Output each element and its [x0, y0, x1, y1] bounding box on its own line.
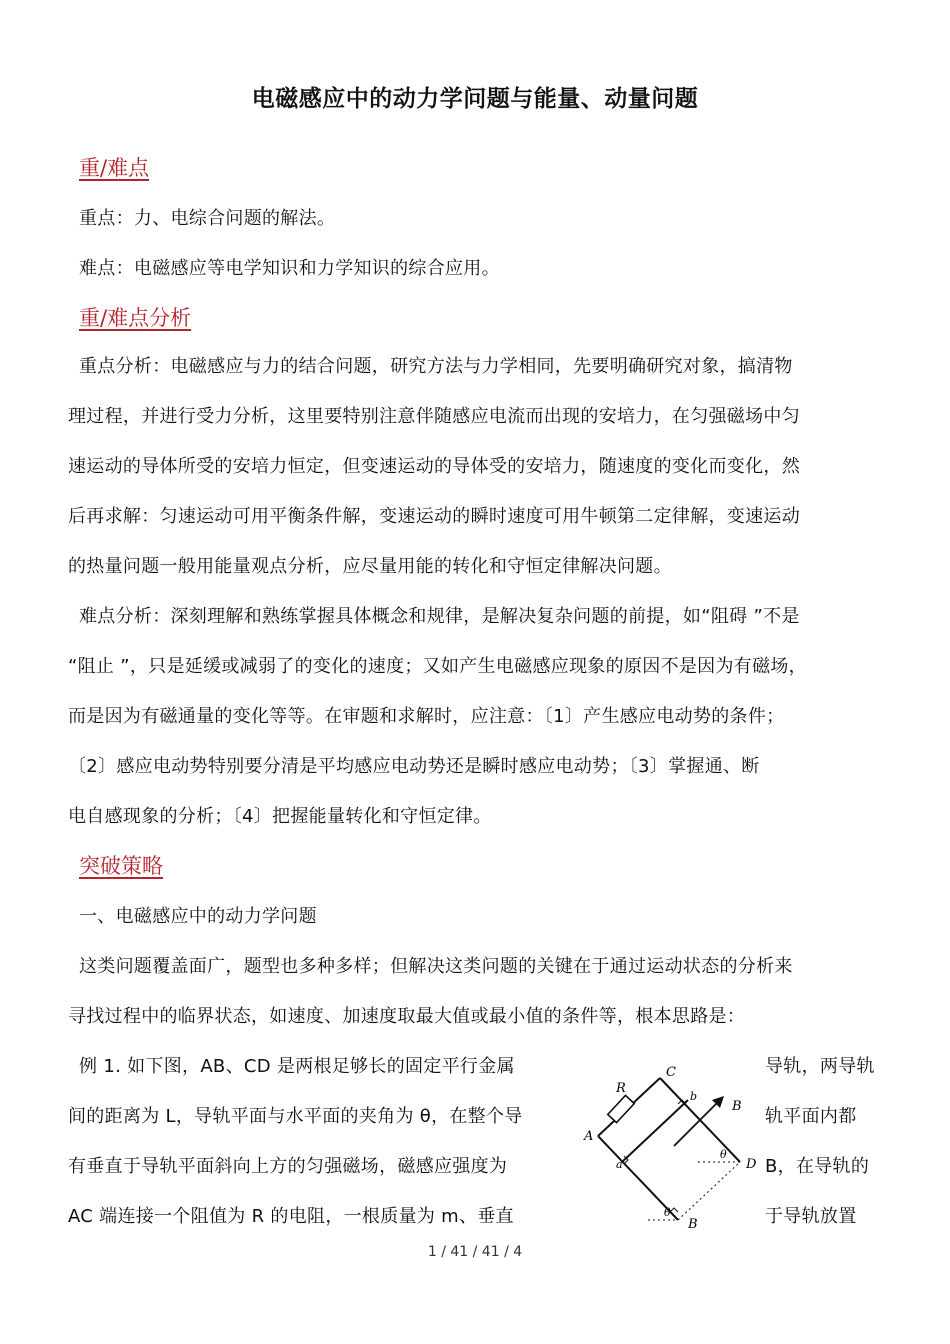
analysis-line: 重点分析：电磁感应与力的结合问题，研究方法与力学相同，先要明确研究对象，搞清物: [79, 356, 793, 377]
rail-diagram: [578, 1058, 768, 1236]
key-points-heading: 重/难点: [79, 156, 150, 180]
right-angle-mark-bottom: [670, 1208, 678, 1212]
analysis-line: 速运动的导体所受的安培力恒定，但变速运动的导体受的安培力，随速度的变化而变化，然: [68, 456, 800, 477]
example-line: 有垂直于导轨平面斜向上方的匀强磁场，磁感应强度为: [68, 1156, 508, 1177]
key-point-text: 重点：力、电综合问题的解法。: [79, 208, 336, 229]
analysis-line: 难点分析：深刻理解和熟练掌握具体概念和规律，是解决复杂问题的前提，如“阻碍 ”不是: [79, 606, 800, 627]
example-line-right: B，在导轨的: [765, 1156, 870, 1177]
label-a-lower: a: [616, 1158, 623, 1171]
example-line: AC 端连接一个阻值为 R 的电阻，一根质量为 m、垂直: [68, 1206, 514, 1227]
analysis-line: 〔2〕感应电动势特别要分清是平均感应电动势还是瞬时感应电动势；〔3〕掌握通、断: [68, 756, 760, 777]
label-r: R: [616, 1081, 626, 1096]
intro-line: 寻找过程中的临界状态，如速度、加速度取最大值或最小值的条件等，根本思路是：: [68, 1006, 746, 1027]
label-c: C: [666, 1065, 676, 1080]
analysis-line: 理过程，并进行受力分析，这里要特别注意伴随感应电流而出现的安培力，在匀强磁场中匀: [68, 406, 800, 427]
difficult-point-text: 难点：电磁感应等电学知识和力学知识的综合应用。: [79, 258, 500, 279]
example-line: 间的距离为 L，导轨平面与水平面的夹角为 θ，在整个导: [68, 1106, 523, 1127]
label-b-small: b: [690, 1090, 698, 1103]
analysis-line: 而是因为有磁通量的变化等等。在审题和求解时，应注意：〔1〕产生感应电动势的条件；: [68, 706, 785, 727]
label-theta-2: θ: [664, 1206, 671, 1219]
page-footer: 1 / 41 / 41 / 4: [427, 1244, 523, 1260]
resistor-r: [608, 1095, 635, 1122]
subsection-title: 一、电磁感应中的动力学问题: [79, 906, 317, 927]
analysis-line: 的热量问题一般用能量观点分析，应尽量用能的转化和守恒定律解决问题。: [68, 556, 672, 577]
dotted-guide: [678, 1162, 740, 1220]
intro-line: 这类问题覆盖面广，题型也多种多样；但解决这类问题的关键在于通过运动状态的分析来: [79, 956, 793, 977]
rod-ab: [622, 1100, 688, 1162]
label-a-upper: A: [584, 1129, 594, 1144]
example-line-right: 于导轨放置: [765, 1206, 857, 1227]
analysis-line: “阻止 ”，只是延缓或减弱了的变化的速度；又如产生电磁感应现象的原因不是因为有磁场，: [68, 656, 807, 677]
label-d: D: [746, 1157, 757, 1172]
strategy-heading: 突破策略: [79, 854, 163, 878]
example-line: 例 1. 如下图，AB、CD 是两根足够长的固定平行金属: [79, 1056, 515, 1077]
analysis-heading: 重/难点分析: [79, 306, 192, 330]
analysis-line: 后再求解：匀速运动可用平衡条件解，变速运动的瞬时速度可用牛顿第二定律解，变速运动: [68, 506, 800, 527]
analysis-line: 电自感现象的分析；〔4〕把握能量转化和守恒定律。: [68, 806, 492, 827]
example-line-right: 导轨，两导轨: [765, 1056, 875, 1077]
document-title: 电磁感应中的动力学问题与能量、动量问题: [251, 86, 699, 112]
example-line-right: 轨平面内都: [765, 1106, 857, 1127]
label-b-bottom: B: [688, 1217, 698, 1232]
label-b-field: B: [732, 1099, 742, 1114]
label-theta-1: θ: [720, 1148, 727, 1161]
